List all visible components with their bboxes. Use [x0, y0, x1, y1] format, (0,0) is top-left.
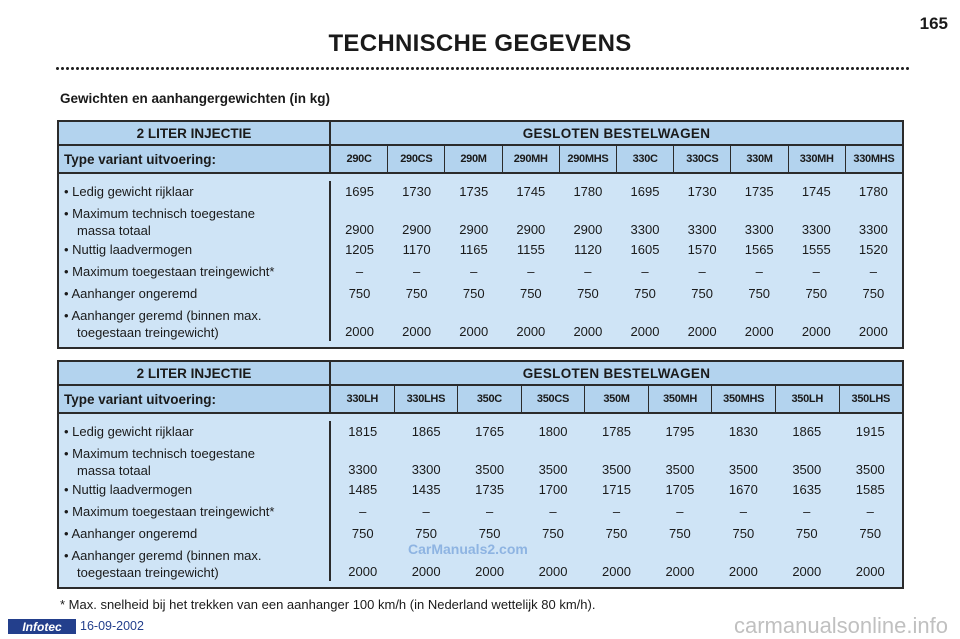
value-cell: 2000 [630, 324, 660, 339]
value-cell: 3500 [665, 462, 695, 477]
value-columns [331, 181, 902, 341]
value-cell: 750 [795, 526, 818, 541]
value-cell: 1780 [858, 184, 888, 199]
value-cell: 2000 [855, 564, 885, 579]
value-cell: 1730 [402, 184, 432, 199]
value-cell: 1570 [687, 242, 717, 257]
value-cell: 2000 [516, 324, 546, 339]
value-cell: 1120 [573, 242, 602, 257]
value-column [648, 421, 711, 581]
value-cell: 1695 [345, 184, 374, 199]
variant-code: 350CS [522, 386, 586, 412]
variant-code: 290C [331, 146, 388, 172]
row-label-text: • Ledig gewicht rijklaar [64, 184, 194, 199]
value-column [445, 181, 502, 341]
variant-code: 330M [731, 146, 788, 172]
value-cell: 2000 [475, 564, 505, 579]
value-cell: – [812, 264, 820, 279]
row-label-text: • Maximum technisch toegestane [64, 206, 255, 221]
variant-code: 330C [617, 146, 674, 172]
row-label [64, 239, 329, 261]
value-column [502, 181, 559, 341]
value-cell: 1780 [573, 184, 603, 199]
table-header-row [59, 362, 902, 386]
page-title: TECHNISCHE GEGEVENS [328, 30, 632, 57]
value-cell: 1520 [858, 242, 888, 257]
value-column [585, 421, 648, 581]
value-cell: 2000 [801, 324, 831, 339]
value-cell: 750 [691, 286, 713, 301]
row-labels [59, 421, 331, 581]
type-variant-label: Type variant uitvoering: [59, 386, 331, 412]
value-cell: 1735 [744, 184, 774, 199]
watermark: CarManuals2.com [408, 541, 528, 557]
variant-code: 330MH [789, 146, 846, 172]
value-cell: – [413, 264, 421, 279]
value-cell: 3500 [792, 462, 822, 477]
value-cell: 1915 [855, 424, 885, 439]
row-label-text: • Aanhanger ongeremd [64, 286, 198, 301]
value-cell: 2000 [411, 564, 441, 579]
value-cell: 1585 [855, 482, 885, 497]
value-cell: 1155 [516, 242, 545, 257]
variant-code: 350LHS [851, 393, 891, 405]
value-column [845, 181, 902, 341]
row-label-text: • Maximum technisch toegestane [64, 446, 255, 461]
table-body [59, 414, 902, 587]
value-cell: 2900 [402, 222, 432, 237]
value-cell: 1865 [411, 424, 441, 439]
value-cell: 1735 [475, 482, 505, 497]
value-cell: 1700 [538, 482, 568, 497]
value-cell: 1565 [744, 242, 774, 257]
value-cell: 1745 [801, 184, 831, 199]
value-cell: – [866, 504, 874, 519]
row-label [64, 203, 329, 239]
row-label-continuation: massa totaal [77, 463, 151, 478]
row-label [64, 305, 329, 341]
value-cell: – [755, 264, 763, 279]
value-cell: 1485 [348, 482, 378, 497]
value-column [731, 181, 788, 341]
value-cell: – [470, 264, 478, 279]
value-column [559, 181, 616, 341]
row-label [64, 523, 329, 545]
value-cell: 1785 [602, 424, 631, 439]
variant-code: 330CS [674, 146, 731, 172]
variant-code: 290M [445, 146, 502, 172]
value-cell: – [698, 264, 706, 279]
row-label [64, 479, 329, 501]
value-cell: 3500 [855, 462, 885, 477]
value-cell: 2000 [459, 324, 489, 339]
variant-code: 350LH [776, 386, 840, 412]
value-cell: 3300 [858, 222, 888, 237]
value-cell: 1605 [630, 242, 660, 257]
value-cell: 3500 [602, 462, 631, 477]
variant-codes [331, 386, 902, 412]
value-cell: 750 [519, 286, 542, 301]
value-cell: 1670 [728, 482, 758, 497]
value-cell: 2900 [345, 222, 374, 237]
value-cell: 2000 [792, 564, 822, 579]
value-column [331, 421, 394, 581]
value-cell: 3300 [687, 222, 717, 237]
value-cell: 750 [415, 526, 437, 541]
value-cell: 750 [669, 526, 691, 541]
value-cell: 3300 [744, 222, 774, 237]
value-cell: – [584, 264, 592, 279]
row-label-continuation: toegestaan treingewicht) [77, 565, 219, 580]
row-label-text: • Nuttig laadvermogen [64, 242, 193, 257]
value-cell: 2000 [687, 324, 717, 339]
value-cell: 2000 [348, 564, 378, 579]
value-cell: 750 [348, 286, 371, 301]
variant-code: 330LH [331, 386, 395, 412]
variant-code: 290CS [388, 146, 445, 172]
value-cell: 1745 [516, 184, 546, 199]
value-columns [331, 421, 902, 581]
engine-label: 2 LITER INJECTIE [59, 122, 331, 144]
print-date: 16-09-2002 [80, 619, 144, 633]
value-column [839, 421, 902, 581]
value-cell: 1865 [792, 424, 822, 439]
value-cell: – [527, 264, 535, 279]
value-column [788, 181, 845, 341]
value-cell: 750 [732, 526, 755, 541]
value-cell: 3500 [475, 462, 505, 477]
value-cell: 750 [405, 286, 428, 301]
value-cell: – [676, 504, 684, 519]
value-cell: 1815 [348, 424, 378, 439]
value-column [331, 181, 388, 341]
value-cell: 1635 [792, 482, 822, 497]
value-cell: 750 [605, 526, 628, 541]
variant-code: 330LHS [395, 386, 459, 412]
weights-table-1 [57, 120, 904, 349]
row-labels [59, 181, 331, 341]
value-cell: 750 [862, 286, 885, 301]
row-label-continuation: toegestaan treingewicht) [77, 325, 219, 340]
value-cell: 750 [634, 286, 656, 301]
infotec-badge: Infotec [8, 619, 76, 634]
value-cell: 1695 [630, 184, 660, 199]
row-label [64, 443, 329, 479]
page-number: 165 [919, 14, 948, 33]
value-cell: 3500 [728, 462, 758, 477]
value-cell: 1765 [475, 424, 505, 439]
footnote: * Max. snelheid bij het trekken van een aanhanger 100 km/h (in Nederland wettelijk 80 km/h). [60, 597, 596, 612]
value-cell: 1165 [459, 242, 488, 257]
row-label [64, 421, 329, 443]
value-cell: 1705 [665, 482, 695, 497]
value-cell: – [359, 504, 367, 519]
row-label [64, 181, 329, 203]
row-label [64, 545, 329, 581]
value-cell: 1435 [411, 482, 441, 497]
dotted-divider [55, 66, 910, 71]
variant-codes [331, 146, 902, 172]
value-cell: – [869, 264, 877, 279]
variant-row [59, 146, 902, 174]
value-cell: 750 [462, 286, 485, 301]
value-column [458, 421, 521, 581]
value-cell: 1205 [345, 242, 374, 257]
row-label-text: • Aanhanger geremd (binnen max. [64, 308, 262, 323]
variant-row [59, 386, 902, 414]
row-label-text: • Maximum toegestaan treingewicht* [64, 504, 275, 519]
variant-code: 350MH [649, 386, 713, 412]
row-label-text: • Aanhanger geremd (binnen max. [64, 548, 262, 563]
value-column [616, 181, 673, 341]
value-cell: – [803, 504, 811, 519]
value-cell: 750 [577, 286, 599, 301]
value-cell: 750 [351, 526, 374, 541]
row-label [64, 283, 329, 305]
value-cell: 750 [542, 526, 564, 541]
value-cell: 3300 [630, 222, 660, 237]
value-cell: 2000 [538, 564, 568, 579]
table-body [59, 174, 902, 347]
value-cell: 2000 [345, 324, 374, 339]
value-cell: – [612, 504, 621, 519]
value-cell: 2900 [573, 222, 603, 237]
row-label [64, 261, 329, 283]
body-type-label: GESLOTEN BESTELWAGEN [522, 125, 711, 141]
variant-code: 350C [458, 386, 522, 412]
value-column [712, 421, 775, 581]
value-cell: 1715 [602, 482, 631, 497]
value-cell: 2900 [459, 222, 489, 237]
variant-code: 330MHS [853, 153, 895, 165]
value-column [394, 421, 457, 581]
row-label-continuation: massa totaal [77, 223, 151, 238]
value-cell: 1795 [665, 424, 695, 439]
value-cell: 1170 [402, 242, 431, 257]
variant-code: 290MHS [560, 146, 617, 172]
value-column [775, 421, 838, 581]
value-cell: 2000 [573, 324, 603, 339]
value-cell: 2000 [402, 324, 432, 339]
value-cell: 2000 [744, 324, 774, 339]
variant-code: 290MH [503, 146, 560, 172]
variant-code: 350MHS [712, 386, 776, 412]
variant-code: 350M [585, 386, 649, 412]
row-label-text: • Aanhanger ongeremd [64, 526, 198, 541]
value-cell: – [422, 504, 430, 519]
row-label-text: • Nuttig laadvermogen [64, 482, 193, 497]
value-column [674, 181, 731, 341]
value-cell: – [355, 264, 364, 279]
row-label [64, 501, 329, 523]
value-cell: 2000 [665, 564, 695, 579]
value-cell: 1830 [728, 424, 758, 439]
value-cell: – [549, 504, 557, 519]
value-cell: 2000 [858, 324, 888, 339]
value-cell: 1555 [801, 242, 831, 257]
row-label-text: • Maximum toegestaan treingewicht* [64, 264, 275, 279]
value-cell: 2000 [728, 564, 758, 579]
value-cell: 2000 [602, 564, 631, 579]
value-cell: 2900 [516, 222, 546, 237]
row-label-text: • Ledig gewicht rijklaar [64, 424, 194, 439]
value-cell: 1800 [538, 424, 568, 439]
value-cell: 750 [805, 286, 828, 301]
value-cell: 1730 [687, 184, 717, 199]
value-column [388, 181, 445, 341]
body-type-label: GESLOTEN BESTELWAGEN [522, 365, 711, 381]
value-column [521, 421, 584, 581]
value-cell: 3500 [538, 462, 568, 477]
value-cell: – [641, 264, 649, 279]
type-variant-label: Type variant uitvoering: [59, 146, 331, 172]
value-cell: – [739, 504, 747, 519]
value-cell: 3300 [411, 462, 441, 477]
section-subtitle: Gewichten en aanhangergewichten (in kg) [60, 91, 331, 106]
value-cell: 3300 [348, 462, 378, 477]
value-cell: 3300 [801, 222, 831, 237]
value-cell: 750 [859, 526, 882, 541]
table-header-row [59, 122, 902, 146]
engine-label: 2 LITER INJECTIE [59, 362, 331, 384]
value-cell: 750 [478, 526, 501, 541]
value-cell: 1735 [459, 184, 489, 199]
value-cell: 750 [748, 286, 771, 301]
source-site: carmanualsonline.info [733, 613, 948, 638]
value-cell: – [485, 504, 494, 519]
